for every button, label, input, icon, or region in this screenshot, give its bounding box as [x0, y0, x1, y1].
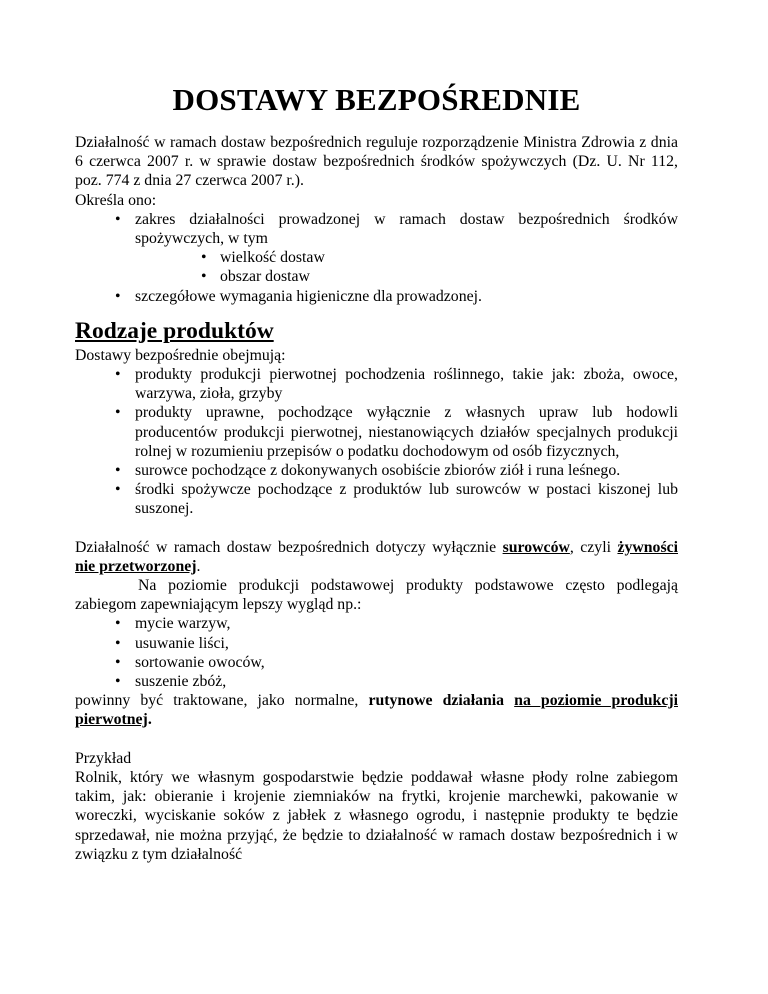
list-item: • surowce pochodzące z dokonywanych osobiście zbiorów ziół i runa leśnego.: [115, 462, 621, 480]
bullet-icon: •: [115, 462, 121, 480]
list-item: • produkty uprawne, pochodzące wyłącznie z własnych upraw lub hodowli producentów produkcji pierwotnej, niestanowiących działów specjalnych produkcji rolnej w rozumieniu przepisów o podatku dochodowym od osób fizycznych,: [115, 404, 678, 460]
processing-conclusion: powinny być traktowane, jako normalne, rutynowe działania na poziomie produkcji pierwotnej.: [75, 692, 678, 729]
emphasis-raw-materials: surowców: [502, 538, 570, 556]
emphasis-routine-actions: rutynowe działania: [368, 692, 505, 710]
bullet-icon: •: [115, 673, 121, 691]
list-item: • środki spożywcze pochodzące z produktów lub surowców w postaci kiszonej lub suszonej.: [115, 481, 678, 518]
bullet-icon: •: [115, 615, 121, 633]
bullet-icon: •: [115, 210, 121, 228]
emphasis-primary-production: na poziomie produkcji pierwotnej: [75, 692, 678, 729]
bullet-icon: •: [115, 634, 121, 652]
intro-list: [75, 210, 678, 306]
bullet-icon: •: [115, 653, 121, 671]
list-item: • produkty produkcji pierwotnej pochodzenia roślinnego, takie jak: zboża, owoce, warzywa, zioła, grzyby: [115, 366, 678, 403]
list-item: • mycie warzyw,: [115, 615, 231, 633]
document-page: [75, 82, 678, 864]
list-item: • sortowanie owoców,: [115, 653, 265, 671]
document-title: DOSTAWY BEZPOŚREDNIE: [172, 82, 581, 117]
example-paragraph: Rolnik, który we własnym gospodarstwie będzie poddawał własne płody rolne zabiegom takim, jak: obieranie i krojenie ziemniaków na frytki, krojenie marchewki, pakowanie w woreczki, wyciskanie soków z jabłek z własnego ogrodu, i następnie produkty te będzie sprzedawał, nie można przyjąć, że będzie to działalność w ramach dostaw bezpośrednich i w związku z tym działalność: [75, 768, 678, 863]
section-lead: Dostawy bezpośrednie obejmują:: [75, 346, 286, 364]
section-heading: Rodzaje produktów: [75, 317, 274, 344]
list-item: • suszenie zbóż,: [115, 673, 227, 691]
bullet-icon: •: [201, 268, 207, 286]
emphasis-unprocessed-food: żywności nie przetworzonej: [75, 538, 678, 575]
bullet-icon: •: [201, 249, 207, 267]
list-item: • zakres działalności prowadzonej w ramach dostaw bezpośrednich środków spożywczych, w tym: [115, 210, 678, 248]
processing-list: [75, 614, 678, 691]
product-list: [75, 365, 678, 519]
list-item: • usuwanie liści,: [115, 634, 229, 652]
intro-lead: Określa ono:: [75, 191, 157, 209]
intro-paragraph: Działalność w ramach dostaw bezpośrednich reguluje rozporządzenie Ministra Zdrowia z dnia 6 czerwca 2007 r. w sprawie dostaw bezpośrednich środków spożywczych (Dz. U. Nr 112, poz. 774 z dnia 27 czerwca 2007 r.).: [75, 134, 678, 190]
list-item: • wielkość dostaw: [201, 249, 325, 267]
list-item: • szczegółowe wymagania higieniczne dla prowadzonej.: [115, 287, 482, 305]
bullet-icon: •: [115, 287, 121, 305]
list-item: • obszar dostaw: [201, 268, 310, 286]
bullet-icon: •: [115, 404, 121, 422]
processing-intro: Na poziomie produkcji podstawowej produkty podstawowe często podlegają zabiegom zapewniającym lepszy wygląd np.:: [75, 577, 678, 614]
bullet-icon: •: [115, 481, 121, 499]
scope-paragraph: Działalność w ramach dostaw bezpośrednich dotyczy wyłącznie surowców, czyli żywności nie przetworzonej.: [75, 538, 678, 575]
example-label: Przykład: [75, 749, 132, 767]
bullet-icon: •: [115, 366, 121, 384]
